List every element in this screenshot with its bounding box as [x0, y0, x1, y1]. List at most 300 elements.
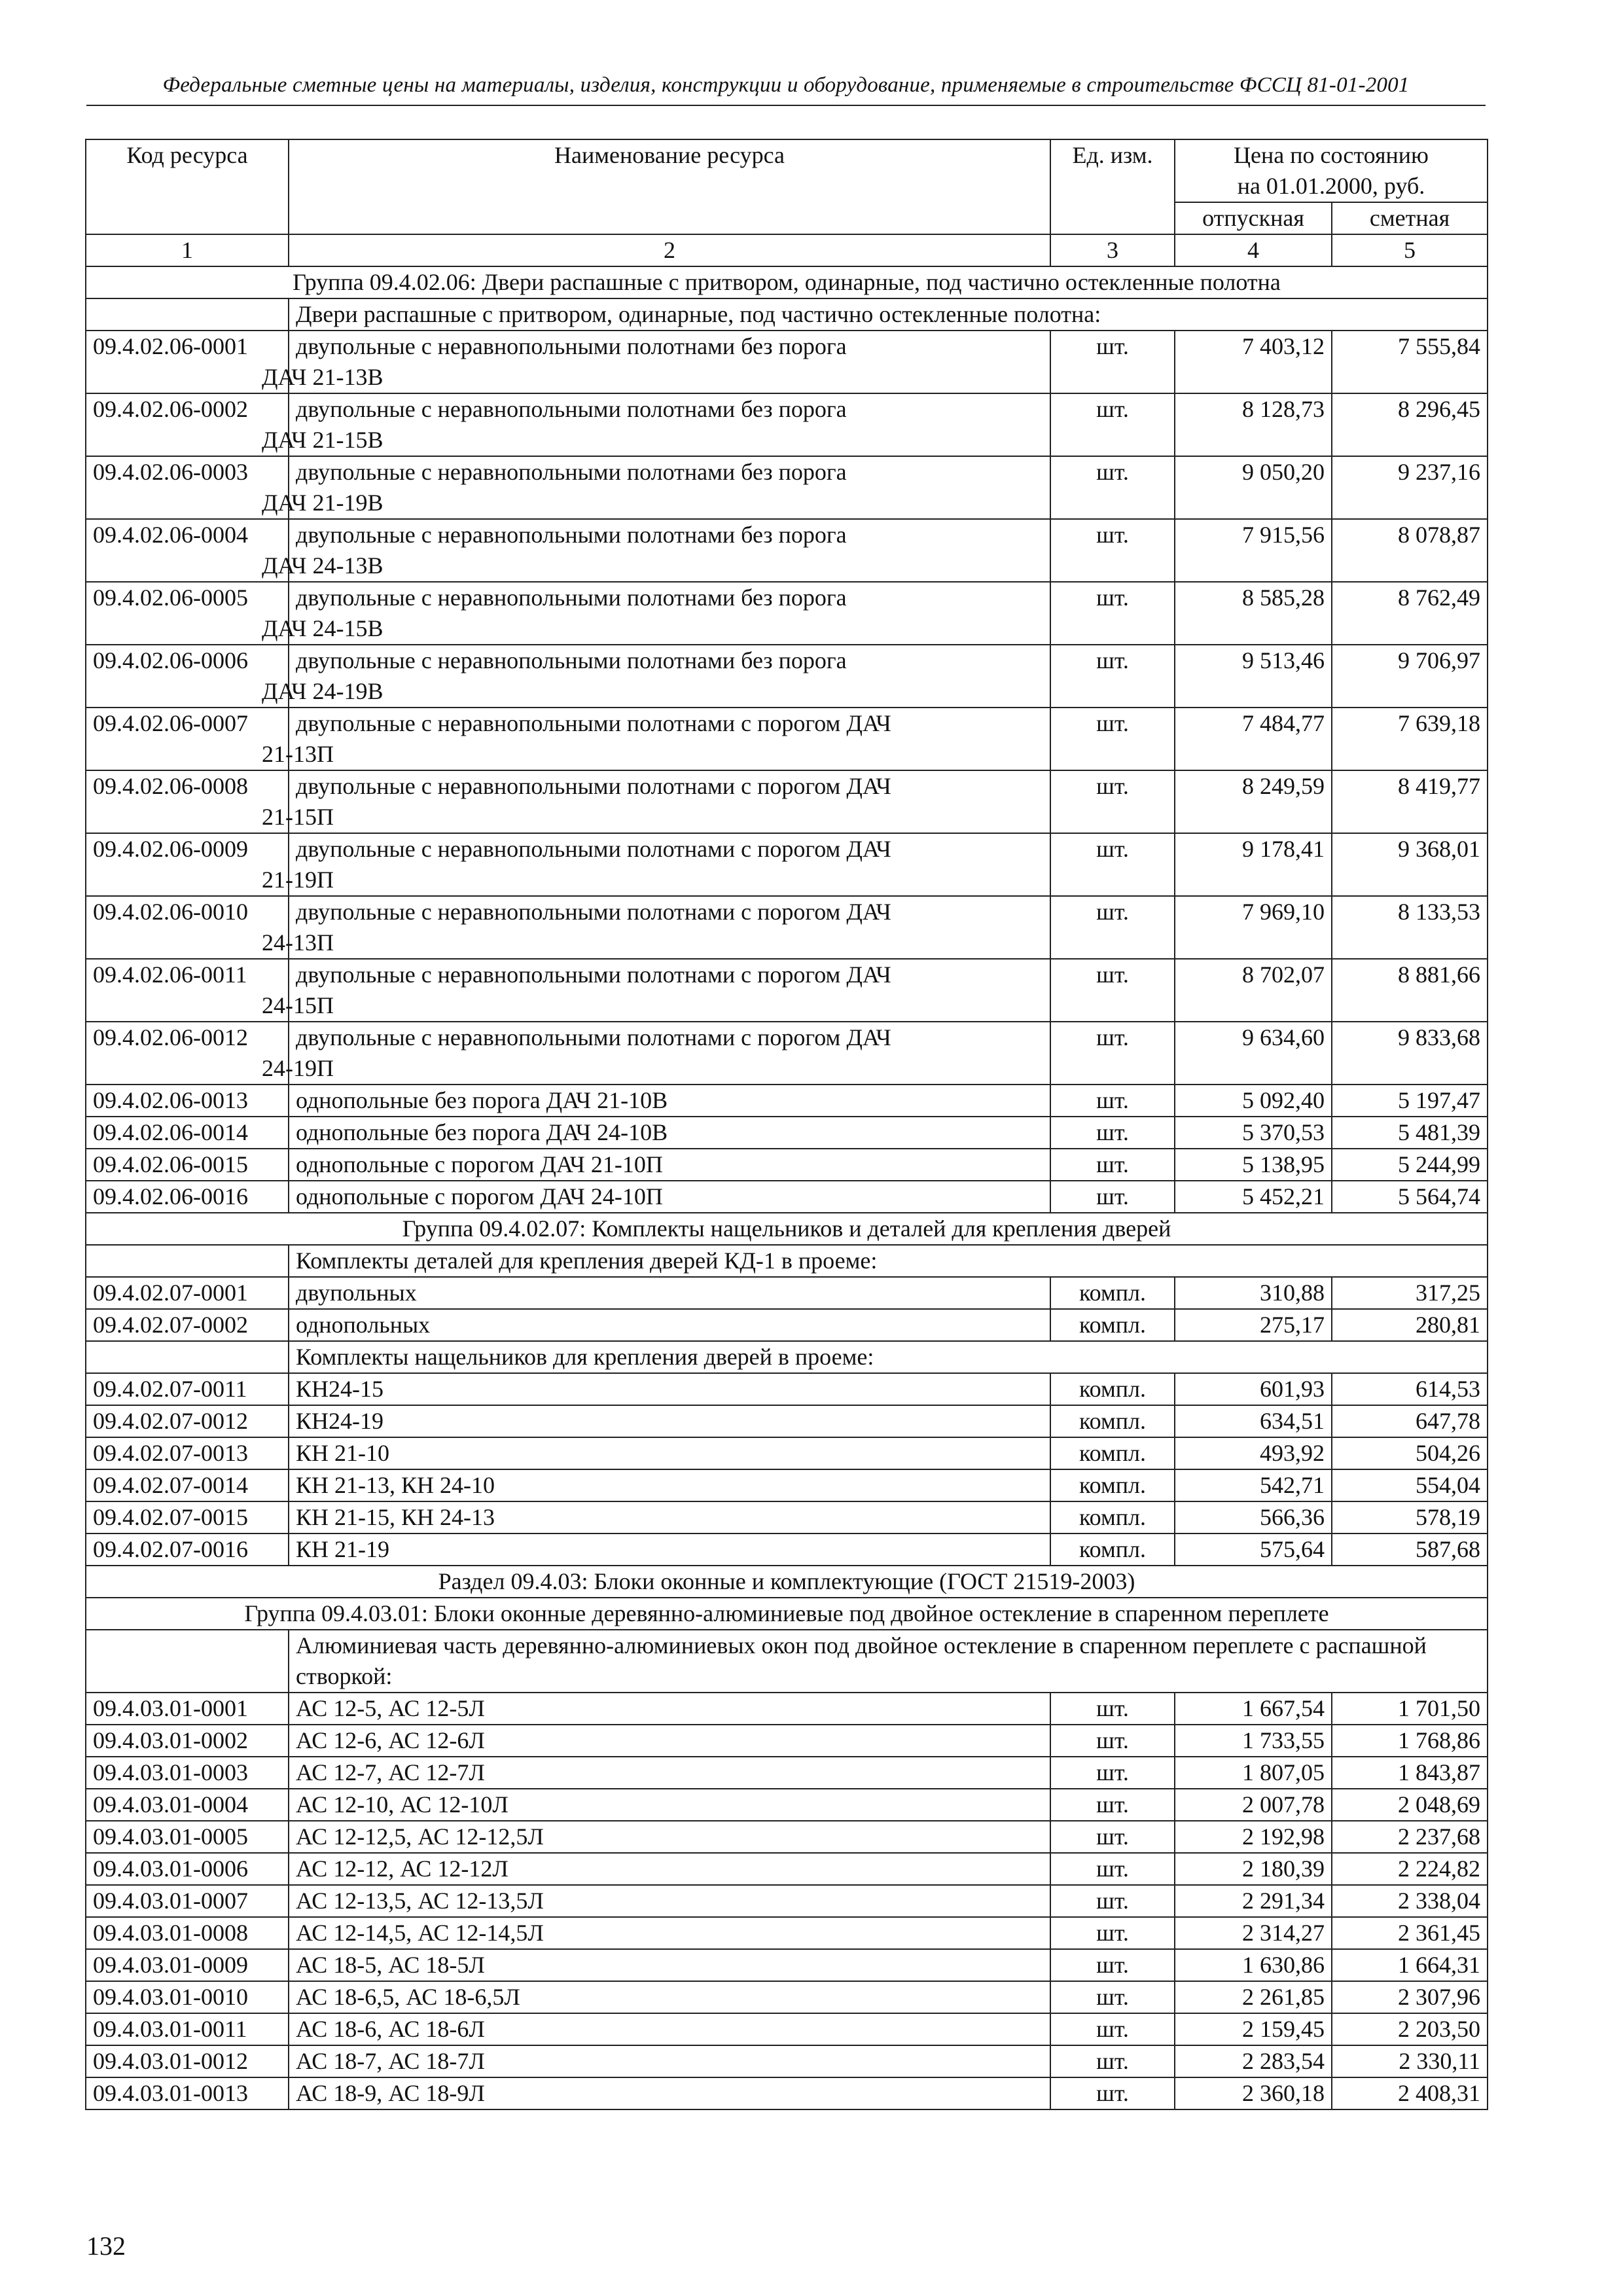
release-price: 575,64	[1175, 1534, 1332, 1566]
estimate-price: 8 762,49	[1332, 582, 1488, 645]
unit-of-measure: шт.	[1050, 1789, 1175, 1821]
release-price: 8 585,28	[1175, 582, 1332, 645]
unit-of-measure: шт.	[1050, 582, 1175, 645]
unit-of-measure: шт.	[1050, 1917, 1175, 1949]
table-row	[86, 645, 1488, 708]
table-row	[86, 1373, 1488, 1405]
release-price: 9 513,46	[1175, 645, 1332, 708]
resource-code: 09.4.02.06-0003	[86, 456, 289, 519]
resource-code: 09.4.03.01-0006	[86, 1853, 289, 1885]
resource-name-continuation: 24-13П	[262, 929, 334, 956]
unit-of-measure: шт.	[1050, 1693, 1175, 1725]
unit-of-measure: шт.	[1050, 1853, 1175, 1885]
resource-name	[289, 2045, 1050, 2077]
resource-code: 09.4.02.06-0001	[86, 331, 289, 393]
resource-name-line: АС 12-12, АС 12-12Л	[296, 1856, 508, 1882]
empty-cell	[86, 1630, 289, 1693]
table-row	[86, 331, 1488, 393]
estimate-price: 1 843,87	[1332, 1757, 1488, 1789]
table-row	[86, 1469, 1488, 1501]
resource-name-continuation: 24-15П	[262, 992, 334, 1018]
resource-name-continuation: ДАЧ 24-19В	[262, 678, 383, 704]
resource-code: 09.4.02.06-0016	[86, 1181, 289, 1213]
release-price: 310,88	[1175, 1277, 1332, 1309]
release-price: 634,51	[1175, 1405, 1332, 1437]
table-row	[86, 1917, 1488, 1949]
empty-cell	[86, 1245, 289, 1277]
estimate-price: 8 078,87	[1332, 519, 1488, 582]
column-number: 5	[1332, 234, 1488, 266]
estimate-price: 7 555,84	[1332, 331, 1488, 393]
table-row	[86, 1277, 1488, 1309]
table-body	[86, 266, 1488, 2109]
table-row	[86, 519, 1488, 582]
estimate-price: 2 224,82	[1332, 1853, 1488, 1885]
header-price-estimate: сметная	[1332, 202, 1488, 234]
resource-name-line: однопольных	[296, 1312, 431, 1338]
estimate-price: 2 237,68	[1332, 1821, 1488, 1853]
unit-of-measure: шт.	[1050, 645, 1175, 708]
release-price: 9 050,20	[1175, 456, 1332, 519]
release-price: 2 007,78	[1175, 1789, 1332, 1821]
table-row	[86, 708, 1488, 770]
resource-name	[289, 1277, 1050, 1309]
resource-code: 09.4.02.07-0015	[86, 1501, 289, 1534]
resource-name	[262, 833, 1050, 896]
resource-name-line: АС 18-6,5, АС 18-6,5Л	[296, 1984, 520, 2010]
unit-of-measure: шт.	[1050, 1725, 1175, 1757]
subsection-title: Комплекты деталей для крепления дверей КД-1 в проеме:	[289, 1245, 1488, 1277]
header-name: Наименование ресурса	[289, 139, 1050, 234]
price-table	[85, 139, 1488, 2110]
release-price: 8 128,73	[1175, 393, 1332, 456]
table-row	[86, 1117, 1488, 1149]
group-heading: Группа 09.4.02.07: Комплекты нащельников и деталей для крепления дверей	[86, 1213, 1488, 1245]
resource-name-line: КН 21-19	[296, 1536, 389, 1562]
release-price: 1 807,05	[1175, 1757, 1332, 1789]
group-heading: Группа 09.4.02.06: Двери распашные с притвором, одинарные, под частично остекленные полотна	[86, 266, 1488, 298]
resource-name	[262, 770, 1050, 833]
table-row	[86, 456, 1488, 519]
resource-name-line: АС 18-5, АС 18-5Л	[296, 1952, 485, 1978]
resource-name	[262, 896, 1050, 959]
resource-name-continuation: ДАЧ 24-15В	[262, 615, 383, 641]
resource-code: 09.4.03.01-0005	[86, 1821, 289, 1853]
release-price: 7 969,10	[1175, 896, 1332, 959]
unit-of-measure: шт.	[1050, 393, 1175, 456]
release-price: 2 261,85	[1175, 1981, 1332, 2013]
estimate-price: 9 237,16	[1332, 456, 1488, 519]
estimate-price: 2 048,69	[1332, 1789, 1488, 1821]
release-price: 8 249,59	[1175, 770, 1332, 833]
table-header	[86, 139, 1488, 266]
resource-name-line: двупольные с неравнопольными полотнами без порога	[296, 459, 847, 485]
resource-name	[262, 582, 1050, 645]
resource-code: 09.4.02.06-0005	[86, 582, 289, 645]
resource-name-line: двупольные с неравнопольными полотнами с порогом ДАЧ	[296, 899, 891, 925]
table-row	[86, 1949, 1488, 1981]
unit-of-measure: компл.	[1050, 1405, 1175, 1437]
resource-name	[262, 393, 1050, 456]
resource-code: 09.4.02.06-0006	[86, 645, 289, 708]
resource-name-line: двупольные с неравнопольными полотнами без порога	[296, 522, 847, 548]
resource-name	[289, 1117, 1050, 1149]
column-number: 1	[86, 234, 289, 266]
table-row	[86, 2045, 1488, 2077]
header-divider	[86, 105, 1486, 106]
release-price: 7 484,77	[1175, 708, 1332, 770]
resource-name-line: КН 21-13, КН 24-10	[296, 1472, 495, 1498]
estimate-price: 578,19	[1332, 1501, 1488, 1534]
unit-of-measure: шт.	[1050, 1885, 1175, 1917]
release-price: 5 452,21	[1175, 1181, 1332, 1213]
resource-name-line: АС 18-6, АС 18-6Л	[296, 2016, 485, 2042]
resource-name	[262, 331, 1050, 393]
unit-of-measure: шт.	[1050, 331, 1175, 393]
release-price: 9 634,60	[1175, 1022, 1332, 1085]
unit-of-measure: шт.	[1050, 1949, 1175, 1981]
resource-code: 09.4.02.06-0009	[86, 833, 289, 896]
unit-of-measure: шт.	[1050, 1022, 1175, 1085]
running-header: Федеральные сметные цены на материалы, изделия, конструкции и оборудование, применяемые в строительстве ФССЦ 81-01-2001	[162, 73, 1410, 97]
resource-name-line: АС 12-10, АС 12-10Л	[296, 1791, 508, 1818]
resource-name	[289, 1853, 1050, 1885]
resource-code: 09.4.02.07-0014	[86, 1469, 289, 1501]
estimate-price: 1 664,31	[1332, 1949, 1488, 1981]
resource-name-line: двупольные с неравнопольными полотнами без порога	[296, 647, 847, 673]
group-heading-row	[86, 266, 1488, 298]
column-number: 3	[1050, 234, 1175, 266]
release-price: 275,17	[1175, 1309, 1332, 1341]
release-price: 2 291,34	[1175, 1885, 1332, 1917]
resource-code: 09.4.03.01-0010	[86, 1981, 289, 2013]
resource-name-line: АС 12-13,5, АС 12-13,5Л	[296, 1888, 544, 1914]
resource-name-continuation: ДАЧ 21-19В	[262, 490, 383, 516]
resource-name	[289, 2077, 1050, 2109]
resource-code: 09.4.02.07-0013	[86, 1437, 289, 1469]
resource-name-line: двупольные с неравнопольными полотнами с порогом ДАЧ	[296, 710, 891, 736]
resource-code: 09.4.03.01-0013	[86, 2077, 289, 2109]
subsection-title: Комплекты нащельников для крепления дверей в проеме:	[289, 1341, 1488, 1373]
resource-name	[262, 959, 1050, 1022]
resource-name-line: двупольные с неравнопольными полотнами без порога	[296, 584, 847, 611]
header-unit: Ед. изм.	[1050, 139, 1175, 234]
empty-cell	[86, 1341, 289, 1373]
table-row	[86, 582, 1488, 645]
table-row	[86, 2013, 1488, 2045]
resource-code: 09.4.03.01-0009	[86, 1949, 289, 1981]
estimate-price: 7 639,18	[1332, 708, 1488, 770]
resource-code: 09.4.02.06-0007	[86, 708, 289, 770]
estimate-price: 8 881,66	[1332, 959, 1488, 1022]
resource-code: 09.4.02.06-0002	[86, 393, 289, 456]
table-row	[86, 1534, 1488, 1566]
unit-of-measure: шт.	[1050, 2013, 1175, 2045]
table-row	[86, 770, 1488, 833]
resource-code: 09.4.02.07-0011	[86, 1373, 289, 1405]
resource-name	[289, 1981, 1050, 2013]
header-code: Код ресурса	[86, 139, 289, 234]
resource-code: 09.4.02.07-0002	[86, 1309, 289, 1341]
resource-code: 09.4.03.01-0001	[86, 1693, 289, 1725]
table-row	[86, 1309, 1488, 1341]
resource-name-line: двупольных	[296, 1280, 417, 1306]
table-row	[86, 1757, 1488, 1789]
resource-name-line: КН 21-10	[296, 1440, 389, 1466]
unit-of-measure: шт.	[1050, 708, 1175, 770]
unit-of-measure: шт.	[1050, 959, 1175, 1022]
estimate-price: 9 368,01	[1332, 833, 1488, 896]
resource-code: 09.4.02.07-0016	[86, 1534, 289, 1566]
empty-cell	[86, 298, 289, 331]
release-price: 1 667,54	[1175, 1693, 1332, 1725]
estimate-price: 8 296,45	[1332, 393, 1488, 456]
estimate-price: 2 330,11	[1332, 2045, 1488, 2077]
release-price: 5 092,40	[1175, 1085, 1332, 1117]
resource-name-continuation: 21-13П	[262, 741, 334, 767]
resource-name	[289, 1534, 1050, 1566]
header-price-release: отпускная	[1175, 202, 1332, 234]
unit-of-measure: шт.	[1050, 456, 1175, 519]
resource-name-line: АС 12-7, АС 12-7Л	[296, 1759, 485, 1785]
resource-name	[289, 1405, 1050, 1437]
resource-name-line: двупольные с неравнопольными полотнами с порогом ДАЧ	[296, 773, 891, 799]
resource-name-line: двупольные с неравнопольными полотнами с порогом ДАЧ	[296, 836, 891, 862]
table-row	[86, 833, 1488, 896]
resource-name-line: однопольные с порогом ДАЧ 21-10П	[296, 1151, 663, 1177]
unit-of-measure: шт.	[1050, 1149, 1175, 1181]
table-row	[86, 2077, 1488, 2109]
resource-name-line: КН 21-15, КН 24-13	[296, 1504, 495, 1530]
table-row	[86, 1181, 1488, 1213]
resource-name-line: однопольные без порога ДАЧ 24-10В	[296, 1119, 668, 1145]
resource-code: 09.4.03.01-0008	[86, 1917, 289, 1949]
resource-code: 09.4.02.06-0010	[86, 896, 289, 959]
release-price: 493,92	[1175, 1437, 1332, 1469]
resource-name	[289, 1501, 1050, 1534]
unit-of-measure: компл.	[1050, 1277, 1175, 1309]
estimate-price: 587,68	[1332, 1534, 1488, 1566]
release-price: 2 159,45	[1175, 2013, 1332, 2045]
resource-code: 09.4.03.01-0002	[86, 1725, 289, 1757]
resource-name-line: двупольные с неравнопольными полотнами без порога	[296, 333, 847, 359]
table-row	[86, 1693, 1488, 1725]
group-heading: Раздел 09.4.03: Блоки оконные и комплектующие (ГОСТ 21519-2003)	[86, 1566, 1488, 1598]
table-row	[86, 1789, 1488, 1821]
resource-name	[289, 1789, 1050, 1821]
unit-of-measure: шт.	[1050, 770, 1175, 833]
estimate-price: 2 361,45	[1332, 1917, 1488, 1949]
estimate-price: 5 244,99	[1332, 1149, 1488, 1181]
unit-of-measure: шт.	[1050, 833, 1175, 896]
resource-name-continuation: ДАЧ 24-13В	[262, 552, 383, 579]
resource-name	[289, 1437, 1050, 1469]
resource-name-line: АС 12-6, АС 12-6Л	[296, 1727, 485, 1753]
table-row	[86, 1085, 1488, 1117]
estimate-price: 5 197,47	[1332, 1085, 1488, 1117]
release-price: 1 630,86	[1175, 1949, 1332, 1981]
estimate-price: 1 768,86	[1332, 1725, 1488, 1757]
unit-of-measure: компл.	[1050, 1373, 1175, 1405]
release-price: 2 360,18	[1175, 2077, 1332, 2109]
table-row	[86, 393, 1488, 456]
unit-of-measure: компл.	[1050, 1501, 1175, 1534]
table-row	[86, 1501, 1488, 1534]
table-row	[86, 1149, 1488, 1181]
table-row	[86, 1821, 1488, 1853]
resource-code: 09.4.02.06-0014	[86, 1117, 289, 1149]
release-price: 9 178,41	[1175, 833, 1332, 896]
estimate-price: 504,26	[1332, 1437, 1488, 1469]
unit-of-measure: компл.	[1050, 1309, 1175, 1341]
release-price: 2 314,27	[1175, 1917, 1332, 1949]
resource-code: 09.4.02.06-0008	[86, 770, 289, 833]
release-price: 7 915,56	[1175, 519, 1332, 582]
estimate-price: 614,53	[1332, 1373, 1488, 1405]
resource-name-continuation: 21-15П	[262, 804, 334, 830]
page-number: 132	[86, 2231, 126, 2261]
unit-of-measure: компл.	[1050, 1437, 1175, 1469]
resource-name	[262, 456, 1050, 519]
unit-of-measure: шт.	[1050, 2045, 1175, 2077]
release-price: 2 192,98	[1175, 1821, 1332, 1853]
resource-name-line: КН24-19	[296, 1408, 383, 1434]
subsection-row	[86, 1341, 1488, 1373]
resource-name	[289, 1373, 1050, 1405]
unit-of-measure: шт.	[1050, 1757, 1175, 1789]
table-row	[86, 1022, 1488, 1085]
unit-of-measure: компл.	[1050, 1469, 1175, 1501]
estimate-price: 554,04	[1332, 1469, 1488, 1501]
group-heading: Группа 09.4.03.01: Блоки оконные деревянно-алюминиевые под двойное остекление в спаренном переплете	[86, 1598, 1488, 1630]
resource-name	[289, 1885, 1050, 1917]
resource-name	[289, 1181, 1050, 1213]
resource-name	[289, 1821, 1050, 1853]
release-price: 8 702,07	[1175, 959, 1332, 1022]
resource-name-line: АС 18-7, АС 18-7Л	[296, 2048, 485, 2074]
resource-name	[289, 1469, 1050, 1501]
resource-name-continuation: ДАЧ 21-13В	[262, 364, 383, 390]
estimate-price: 2 338,04	[1332, 1885, 1488, 1917]
subsection-row	[86, 1245, 1488, 1277]
table-row	[86, 1405, 1488, 1437]
resource-name	[289, 1949, 1050, 1981]
estimate-price: 5 481,39	[1332, 1117, 1488, 1149]
subsection-row	[86, 298, 1488, 331]
resource-name-line: АС 12-12,5, АС 12-12,5Л	[296, 1823, 544, 1850]
estimate-price: 1 701,50	[1332, 1693, 1488, 1725]
resource-name	[289, 1917, 1050, 1949]
table-row	[86, 959, 1488, 1022]
table-row	[86, 1725, 1488, 1757]
resource-code: 09.4.02.06-0015	[86, 1149, 289, 1181]
table-row	[86, 896, 1488, 959]
resource-name-line: АС 18-9, АС 18-9Л	[296, 2080, 485, 2106]
resource-code: 09.4.03.01-0011	[86, 2013, 289, 2045]
unit-of-measure: шт.	[1050, 519, 1175, 582]
estimate-price: 8 419,77	[1332, 770, 1488, 833]
resource-code: 09.4.02.06-0012	[86, 1022, 289, 1085]
group-heading-row	[86, 1213, 1488, 1245]
resource-name	[289, 1149, 1050, 1181]
resource-code: 09.4.02.06-0004	[86, 519, 289, 582]
unit-of-measure: шт.	[1050, 896, 1175, 959]
resource-code: 09.4.03.01-0012	[86, 2045, 289, 2077]
resource-name-continuation: 21-19П	[262, 867, 334, 893]
release-price: 5 370,53	[1175, 1117, 1332, 1149]
resource-name-line: однопольные без порога ДАЧ 21-10В	[296, 1087, 668, 1113]
resource-name	[262, 519, 1050, 582]
resource-name	[289, 1757, 1050, 1789]
resource-name-line: АС 12-5, АС 12-5Л	[296, 1695, 485, 1721]
resource-name	[262, 708, 1050, 770]
resource-name-continuation: 24-19П	[262, 1055, 334, 1081]
resource-name-line: двупольные с неравнопольными полотнами без порога	[296, 396, 847, 422]
column-number: 4	[1175, 234, 1332, 266]
resource-code: 09.4.03.01-0004	[86, 1789, 289, 1821]
release-price: 1 733,55	[1175, 1725, 1332, 1757]
resource-name-line: однопольные с порогом ДАЧ 24-10П	[296, 1183, 663, 1210]
resource-code: 09.4.03.01-0003	[86, 1757, 289, 1789]
release-price: 2 180,39	[1175, 1853, 1332, 1885]
estimate-price: 317,25	[1332, 1277, 1488, 1309]
resource-name	[289, 1085, 1050, 1117]
resource-name	[262, 645, 1050, 708]
table-row	[86, 1981, 1488, 2013]
resource-name-line: АС 12-14,5, АС 12-14,5Л	[296, 1920, 544, 1946]
estimate-price: 647,78	[1332, 1405, 1488, 1437]
unit-of-measure: шт.	[1050, 2077, 1175, 2109]
unit-of-measure: шт.	[1050, 1981, 1175, 2013]
release-price: 7 403,12	[1175, 331, 1332, 393]
unit-of-measure: шт.	[1050, 1085, 1175, 1117]
estimate-price: 2 307,96	[1332, 1981, 1488, 2013]
estimate-price: 280,81	[1332, 1309, 1488, 1341]
resource-name-line: КН24-15	[296, 1376, 383, 1402]
release-price: 5 138,95	[1175, 1149, 1332, 1181]
table-row	[86, 1885, 1488, 1917]
estimate-price: 8 133,53	[1332, 896, 1488, 959]
resource-code: 09.4.02.06-0011	[86, 959, 289, 1022]
subsection-title: Алюминиевая часть деревянно-алюминиевых окон под двойное остекление в спаренном переплете с распашной створкой:	[289, 1630, 1488, 1693]
estimate-price: 2 203,50	[1332, 2013, 1488, 2045]
release-price: 566,36	[1175, 1501, 1332, 1534]
resource-code: 09.4.02.07-0012	[86, 1405, 289, 1437]
resource-name	[289, 1309, 1050, 1341]
resource-code: 09.4.02.06-0013	[86, 1085, 289, 1117]
unit-of-measure: шт.	[1050, 1821, 1175, 1853]
unit-of-measure: шт.	[1050, 1181, 1175, 1213]
resource-name	[289, 1693, 1050, 1725]
table-row	[86, 1853, 1488, 1885]
estimate-price: 5 564,74	[1332, 1181, 1488, 1213]
estimate-price: 2 408,31	[1332, 2077, 1488, 2109]
resource-name	[262, 1022, 1050, 1085]
estimate-price: 9 706,97	[1332, 645, 1488, 708]
resource-code: 09.4.03.01-0007	[86, 1885, 289, 1917]
subsection-title: Двери распашные с притвором, одинарные, под частично остекленные полотна:	[289, 298, 1488, 331]
unit-of-measure: шт.	[1050, 1117, 1175, 1149]
resource-name-continuation: ДАЧ 21-15В	[262, 427, 383, 453]
resource-name-line: двупольные с неравнопольными полотнами с порогом ДАЧ	[296, 961, 891, 988]
column-number: 2	[289, 234, 1050, 266]
subsection-row	[86, 1630, 1488, 1693]
table-row	[86, 1437, 1488, 1469]
unit-of-measure: компл.	[1050, 1534, 1175, 1566]
resource-name	[289, 1725, 1050, 1757]
group-heading-row	[86, 1598, 1488, 1630]
release-price: 542,71	[1175, 1469, 1332, 1501]
